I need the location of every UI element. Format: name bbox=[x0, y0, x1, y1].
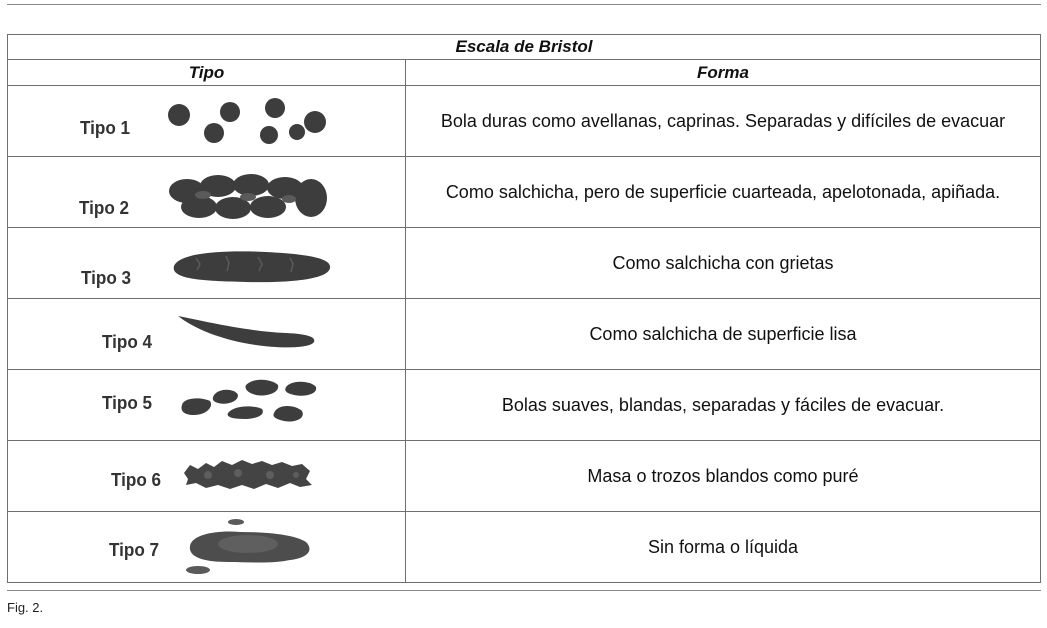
forma-cell: Bolas suaves, blandas, separadas y fáciles de evacuar. bbox=[406, 370, 1041, 441]
tipo-cell bbox=[8, 86, 406, 157]
forma-cell: Como salchicha de superficie lisa bbox=[406, 299, 1041, 370]
liquid-puddle-icon bbox=[178, 516, 318, 578]
table-row bbox=[8, 441, 1041, 512]
tipo-cell bbox=[8, 441, 406, 512]
table-row bbox=[8, 370, 1041, 441]
figure-caption: Fig. 2. bbox=[7, 600, 44, 615]
forma-cell: Como salchicha con grietas bbox=[406, 228, 1041, 299]
top-rule bbox=[7, 4, 1041, 5]
tipo-cell bbox=[8, 370, 406, 441]
tipo-label: Tipo 4 bbox=[102, 332, 153, 352]
tipo-label: Tipo 3 bbox=[81, 268, 132, 288]
cracked-sausage-icon bbox=[166, 246, 336, 288]
mushy-pieces-icon bbox=[178, 455, 318, 495]
tipo-label: Tipo 6 bbox=[111, 470, 162, 490]
column-header-forma: Forma bbox=[406, 60, 1041, 86]
tipo-cell bbox=[8, 512, 406, 583]
tipo-label: Tipo 7 bbox=[109, 540, 160, 560]
table-row bbox=[8, 86, 1041, 157]
table-title: Escala de Bristol bbox=[8, 35, 1041, 60]
tipo-label: Tipo 1 bbox=[80, 118, 131, 138]
table-row bbox=[8, 299, 1041, 370]
tipo-cell bbox=[8, 157, 406, 228]
forma-cell: Como salchicha, pero de superficie cuarteada, apelotonada, apiñada. bbox=[406, 157, 1041, 228]
column-header-tipo: Tipo bbox=[8, 60, 406, 86]
lumpy-sausage-icon bbox=[163, 169, 333, 225]
table-row bbox=[8, 157, 1041, 228]
tipo-cell bbox=[8, 228, 406, 299]
forma-cell: Masa o trozos blandos como puré bbox=[406, 441, 1041, 512]
table-title-row bbox=[8, 35, 1041, 60]
tipo-cell bbox=[8, 299, 406, 370]
separate-hard-lumps-icon bbox=[163, 94, 333, 150]
table-row bbox=[8, 228, 1041, 299]
tipo-label: Tipo 2 bbox=[79, 198, 130, 218]
tipo-label: Tipo 5 bbox=[102, 393, 153, 413]
smooth-sausage-icon bbox=[174, 311, 324, 353]
bristol-scale-table bbox=[7, 34, 1041, 583]
forma-cell: Bola duras como avellanas, caprinas. Separadas y difíciles de evacuar bbox=[406, 86, 1041, 157]
bottom-rule bbox=[7, 590, 1041, 591]
table-row bbox=[8, 512, 1041, 583]
table-header-row bbox=[8, 60, 1041, 86]
forma-cell: Sin forma o líquida bbox=[406, 512, 1041, 583]
soft-blobs-icon bbox=[174, 375, 324, 427]
